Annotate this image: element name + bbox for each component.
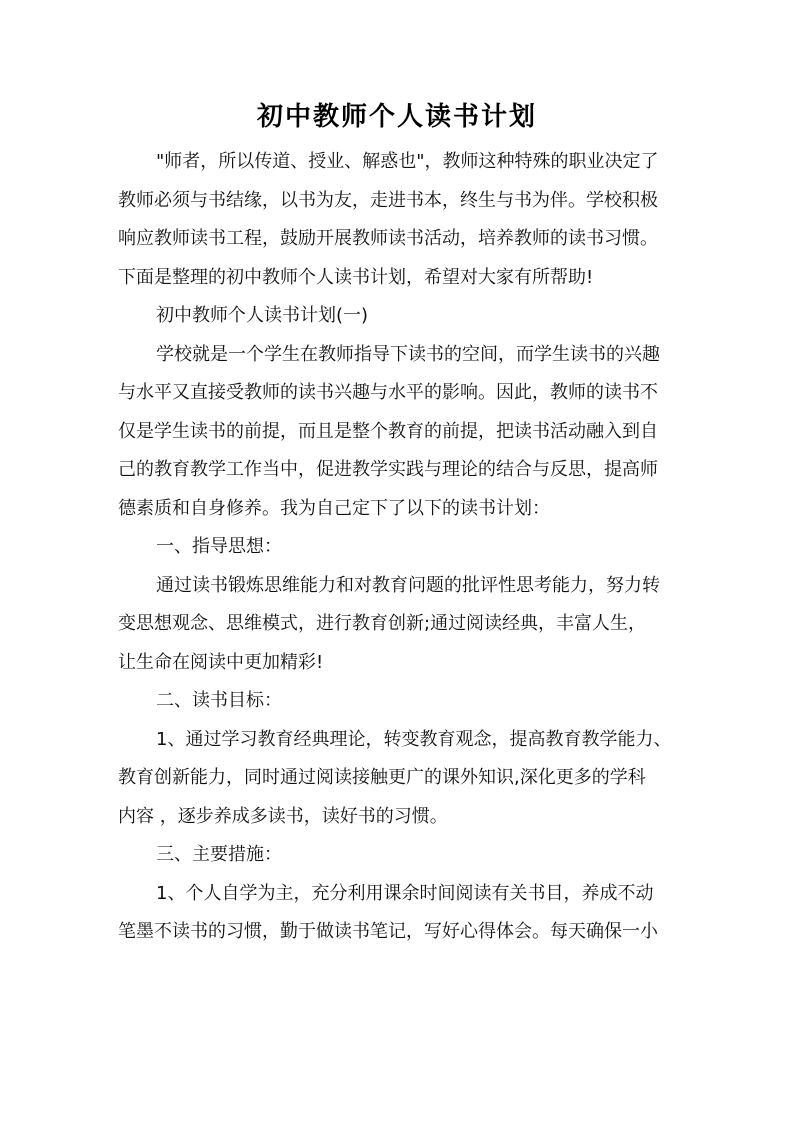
text-line: 让生命在阅读中更加精彩! [118,651,324,673]
text-line: 与水平又直接受教师的读书兴趣与水平的影响。因此，教师的读书不 [118,382,658,403]
heading-reading-goals: 二、读书目标： [156,690,282,711]
text-line: 内容 ，逐步养成多读书，读好书的习惯。 [118,805,448,827]
text-line: "师者，所以传道、授业、解惑也"，教师这种特殊的职业决定了 [156,151,659,172]
text-line: 1、个人自学为主，充分利用课余时间阅读有关书目，养成不动 [156,882,654,904]
paragraph-4 [118,875,686,952]
text-line: 1、通过学习教育经典理论，转变教育观念，提高教育教学能力、 [156,728,672,750]
document-title: 初中教师个人读书计划 [256,102,537,132]
paragraph-1 [118,336,686,529]
text-line: 响应教师读书工程，鼓励开展教师读书活动，培养教师的读书习惯。 [118,228,658,249]
text-line: 教育创新能力，同时通过阅读接触更广的课外知识,深化更多的学科 [118,767,646,788]
document-body [118,143,686,952]
text-line: 变思想观念、思维模式，进行教育创新;通过阅读经典，丰富人生， [118,613,647,634]
text-line: 学校就是一个学生在教师指导下读书的空间，而学生读书的兴趣 [156,343,660,365]
section-title: 初中教师个人读书计划(一) [156,305,369,326]
text-line: 下面是整理的初中教师个人读书计划，希望对大家有所帮助! [118,266,594,288]
text-line: 通过读书锻炼思维能力和对教育问题的批评性思考能力，努力转 [156,574,660,596]
heading-guiding-thought: 一、指导思想： [156,536,282,557]
heading-main-measures: 三、主要措施： [156,844,282,865]
paragraph-2 [118,567,686,683]
text-line: 笔墨不读书的习惯，勤于做读书笔记，写好心得体会。每天确保一小 [118,921,658,942]
paragraph-3 [118,721,686,837]
text-line: 教师必须与书结缘，以书为友，走进书本，终生与书为伴。学校积极 [118,189,658,211]
text-line: 德素质和自身修养。我为自己定下了以下的读书计划： [118,497,550,519]
intro-paragraph [118,143,686,297]
text-line: 仅是学生读书的前提，而且是整个教育的前提，把读书活动融入到自 [118,420,658,442]
text-line: 己的教育教学工作当中，促进教学实践与理论的结合与反思，提高师 [118,459,658,480]
